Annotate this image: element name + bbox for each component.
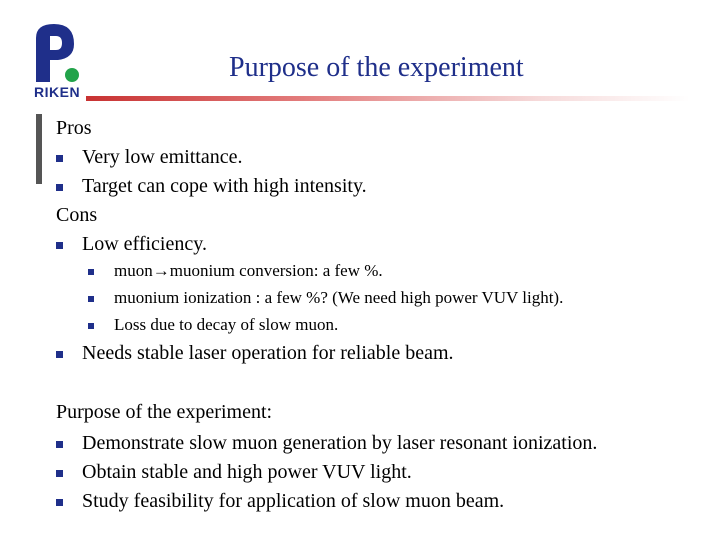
bullet-icon [56,351,63,358]
bullet-text: Demonstrate slow muon generation by laser resonant ionization. [82,432,598,454]
pros-heading: Pros [56,117,92,139]
bullet-text: Low efficiency. [82,233,207,255]
bullet-text: Obtain stable and high power VUV light. [82,461,412,483]
bullet-icon [88,269,94,275]
bullet-icon [88,296,94,302]
bullet-text: Needs stable laser operation for reliable beam. [82,342,454,364]
bullet-icon [56,184,63,191]
bullet-icon [56,155,63,162]
bullet-icon [56,470,63,477]
sub-bullet-text: muonium ionization : a few %? (We need high power VUV light). [114,288,564,307]
cons-heading: Cons [56,204,98,226]
slide-title: Purpose of the experiment [229,52,524,83]
bullet-text: Target can cope with high intensity. [82,175,367,197]
sub-bullet-text: Loss due to decay of slow muon. [114,315,339,334]
logo-wordmark: RIKEN [34,84,81,100]
bullet-text: Study feasibility for application of slow muon beam. [82,490,505,512]
bullet-icon [56,499,63,506]
bullet-icon [88,323,94,329]
bullet-icon [56,441,63,448]
title-rule [86,96,690,101]
purpose-heading: Purpose of the experiment: [56,401,273,423]
bullet-icon [56,242,63,249]
bullet-text: Very low emittance. [82,146,243,168]
left-accent-bar [36,114,42,184]
sub-bullet-text: muon→muonium conversion: a few %. [114,261,383,280]
